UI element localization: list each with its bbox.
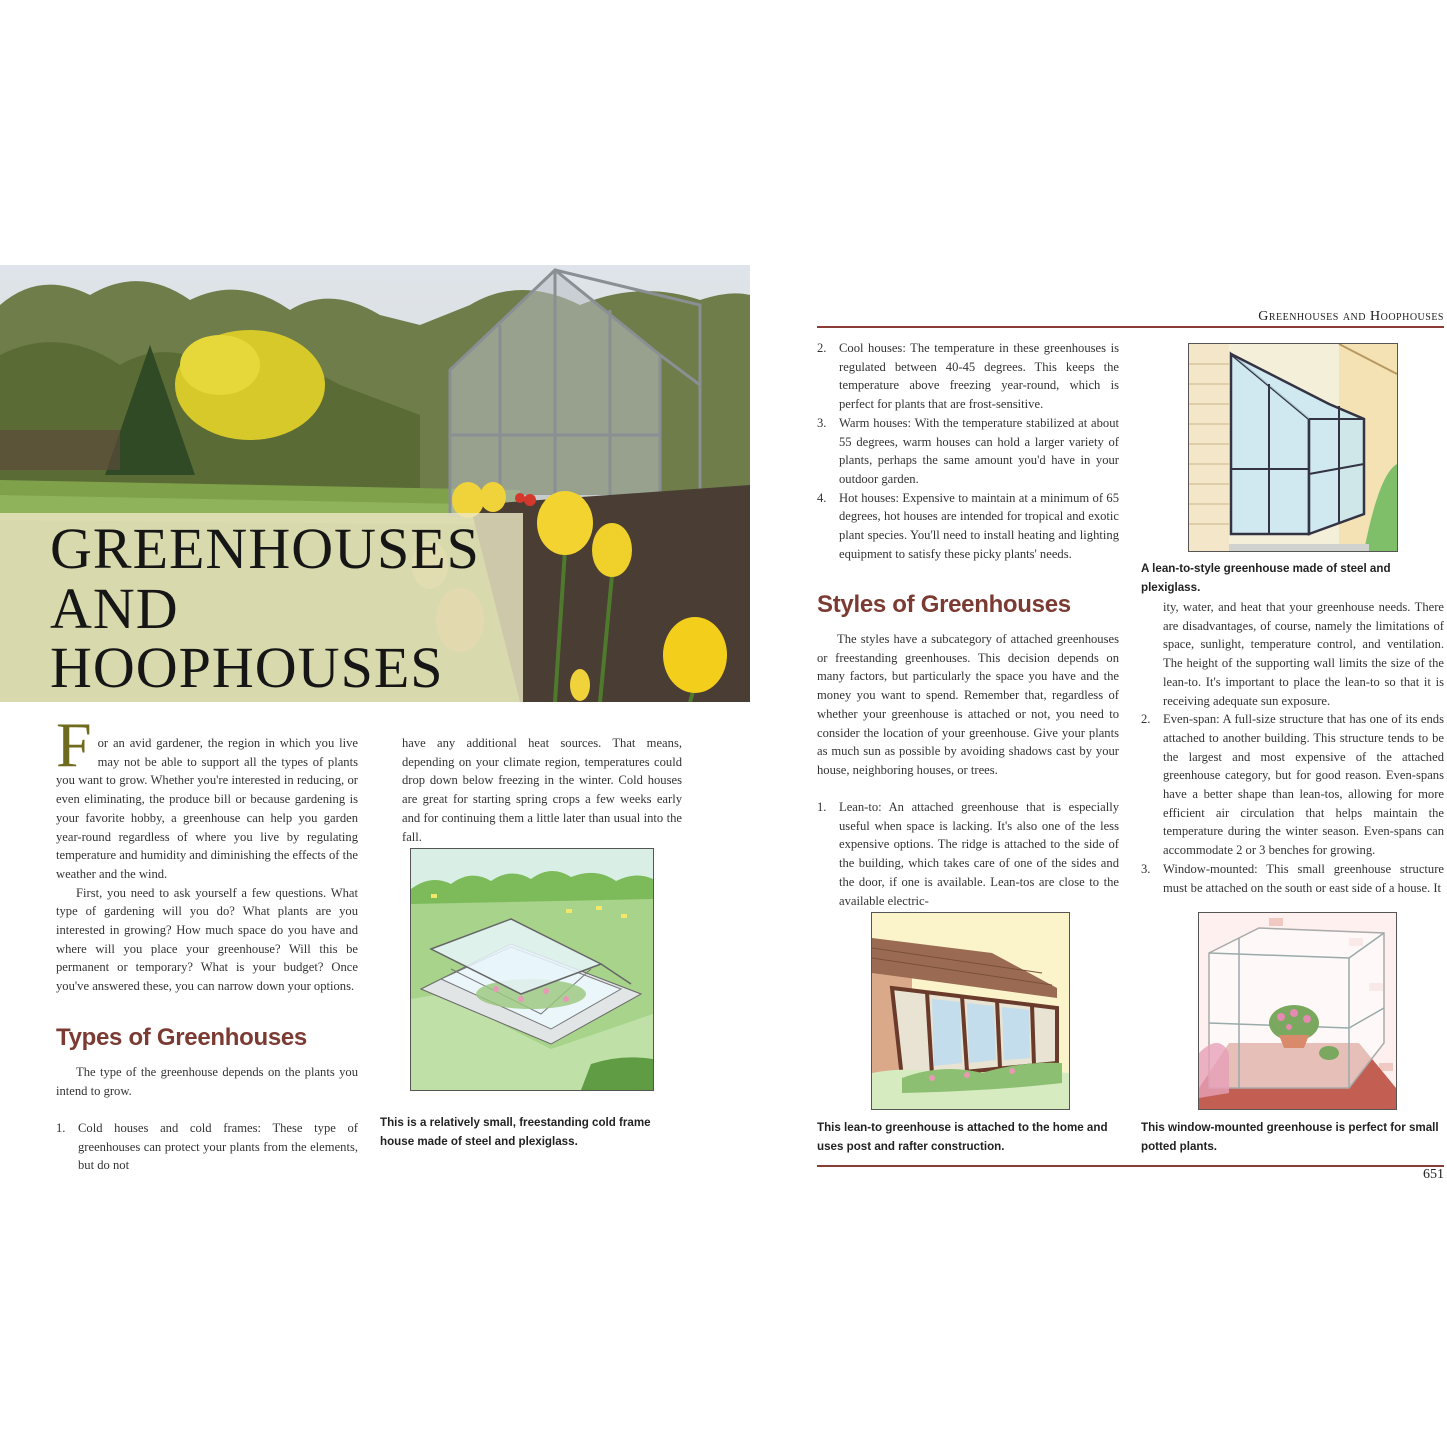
types-list-start [56,1119,358,1175]
list-number: 2. [1141,712,1151,727]
styles-heading: Styles of Greenhouses [817,591,1071,618]
chapter-title-line-2: AND [50,576,179,641]
list-item [817,798,1119,910]
lean-to-steel-illustration [1188,343,1398,552]
list-number: 4. [817,490,827,505]
intro-text [56,709,358,996]
list-number: 1. [817,800,827,814]
styles-list [1141,710,1444,897]
list-text: Even-span: A full-size structure that has one of its ends attached to another building. This structure tends to be the largest and most expensive of the attached greenhouse category, but for good reason. Even-spans have a better shape than lean-tos, allowing for more efficient air circulation that helps maintain the temperature during the winter season. Even-spans can accommodate 2 or 3 benches for growing. [1163,712,1444,858]
list-text: Cold houses and cold frames: These type of greenhouses can protect your plants from the elements, but do not [78,1121,358,1173]
page-number: 651 [1423,1167,1444,1182]
list-item [817,414,1119,489]
list-number: 3. [817,415,827,430]
list-item [1141,710,1444,860]
lean-to-post-caption: This lean-to greenhouse is attached to the home and uses post and rafter construction. [817,1121,1108,1153]
chapter-title-line-3: HOOPHOUSES [50,635,444,700]
lean-to-steel-caption: A lean-to-style greenhouse made of steel and plexiglass. [1141,562,1391,594]
cold-frame-caption: This is a relatively small, freestanding cold frame house made of steel and plexiglass. [380,1116,651,1148]
column-2-text [402,734,682,846]
list-text: Hot houses: Expensive to maintain at a minimum of 65 degrees, hot houses are intended for tropical and exotic plant species. You'll need to install heating and lighting equipment to satisfy these picky plants' needs. [839,490,1119,561]
list-text: Lean-to: An attached greenhouse that is especially useful when space is lacking. It's also one of the less expensive options. The ridge is attached to the side of the building, which takes care of one of the sides and the door, if one is available. Lean-tos are close to the available electric- [839,800,1119,908]
window-mounted-illustration [1198,912,1397,1110]
cold-frame-illustration [410,848,654,1091]
list-number: 1. [56,1121,66,1135]
column-2-paragraph: have any additional heat sources. That means, depending on your climate region, temperatures could drop down below freezing in the winter. Cold houses are great for starting spring crops a few weeks early and for continuing them a little later than usual into the fall. [402,736,682,844]
hero-photo [0,265,750,702]
types-intro-paragraph: The type of the greenhouse depends on the plants you intend to grow. [56,1065,358,1098]
list-number: 2. [817,341,827,355]
intro-paragraph-1: or an avid gardener, the region in which you live may not be able to support all the types of plants you want to grow. Whether you're interested in reducing, or even eliminating, the produce bill or because gardening is your favorite hobby, a greenhouse can help you garden year-round regardless of where you live by regulating temperature and humidity and diminishing the effects of the weather and the wind. [56,736,358,881]
running-head: Greenhouses and Hoophouses [1258,309,1444,324]
list-text: Cool houses: The temperature in these greenhouses is regulated between 40-45 degrees. This keeps the temperature above freezing year-round, which is perfect for plants that are frost-sensitive. [839,341,1119,412]
types-list-continued [817,339,1119,563]
chapter-title-line-1: GREENHOUSES [50,516,480,581]
list-text: Warm houses: With the temperature stabilized at about 55 degrees, warm houses can hold a larger variety of plants, perhaps the same amount you'd have in your outdoor garden. [839,415,1119,486]
list-number: 3. [1141,861,1151,876]
styles-intro [817,630,1119,780]
styles-intro-paragraph: The styles have a subcategory of attached greenhouses or freestanding greenhouses. This decision depends on many factors, but particularly the space you have and the money you want to spend. Remember that, regardless of whether your greenhouse is attached or not, you need to consider the location of your greenhouse. Give your plants as much sun as possible by avoiding shadows cast by your house, neighboring houses, or trees. [817,632,1119,777]
bottom-rule [817,1165,1444,1167]
drop-cap: F [56,709,92,780]
styles-list-start [817,798,1119,910]
list-item [817,339,1119,414]
lean-to-post-illustration [871,912,1070,1110]
top-rule [817,326,1444,328]
intro-paragraph-2: First, you need to ask yourself a few questions. What type of gardening will you do? What plants are you interested in growing? How much space do you have and where will you place your greenhouse? Will this be permanent or temporary? What is your budget? Once you've answered these, you can narrow down your options. [56,885,358,994]
title-band [0,513,523,702]
list-item [56,1119,358,1175]
styles-right-column [1141,598,1444,897]
list-item [817,489,1119,564]
lean-to-continued: ity, water, and heat that your greenhouse needs. There are disadvantages, of course, namely the limitations of space, sunlight, temperature control, and ventilation. The height of the supporting wall limits the size of the lean-to. It's important to place the lean-to so that it is receiving adequate sun exposure. [1163,600,1444,708]
list-item [1141,860,1444,897]
list-text: Window-mounted: This small greenhouse structure must be attached on the south or east side of a house. It [1163,861,1444,895]
types-intro [56,1063,358,1100]
types-heading: Types of Greenhouses [56,1024,307,1051]
window-mounted-caption: This window-mounted greenhouse is perfect for small potted plants. [1141,1121,1439,1153]
